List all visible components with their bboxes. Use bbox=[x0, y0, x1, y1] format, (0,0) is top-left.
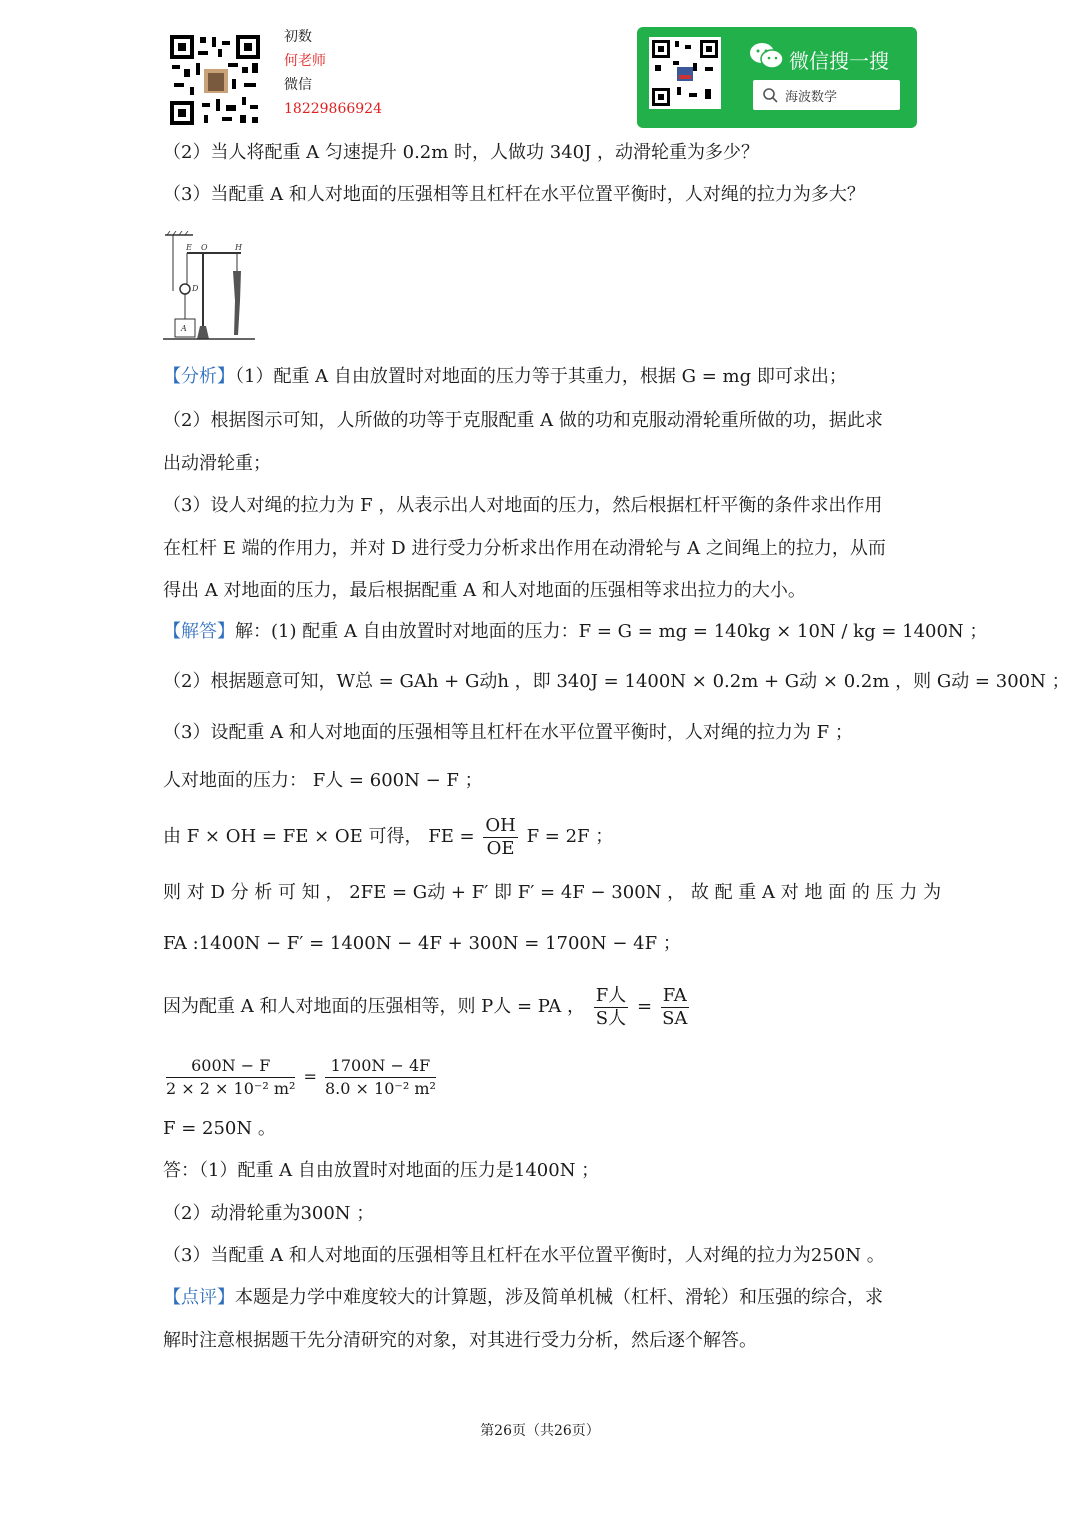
solution-line-7: FA :1400N − F′ = 1400N − 4F + 300N = 1700N − 4F ； bbox=[163, 933, 681, 954]
pulley-lever-figure bbox=[163, 231, 258, 343]
solution-line-4: 人对地面的压力： F人 = 600N − F ； bbox=[163, 770, 483, 791]
equals-sign: = bbox=[636, 996, 653, 1017]
analysis-line-4: （3）设人对绳的拉力为 F ，从表示出人对地面的压力，然后根据杠杆平衡的条件求出作用 bbox=[163, 495, 883, 516]
fraction-denominator: S人 bbox=[595, 1007, 627, 1029]
question-part-3: （3）当配重 A 和人对地面的压强相等且杠杆在水平位置平衡时，人对绳的拉力为多大？ bbox=[163, 184, 865, 205]
figure-label-h: H bbox=[235, 243, 242, 252]
answer-line-1: 答：（1）配重 A 自由放置时对地面的压力是1400N ； bbox=[163, 1160, 600, 1181]
comment-line-1 bbox=[163, 1286, 883, 1310]
fraction-denominator: 8.0 × 10⁻² m² bbox=[325, 1079, 436, 1098]
solution-line-6: 则 对 D 分 析 可 知 ， 2FE = G动 + F′ 即 F′ = 4F − 300N ， 故 配 重 A 对 地 面 的 压 力 为 bbox=[163, 882, 942, 903]
fraction-numerator: FA bbox=[662, 984, 687, 1006]
analysis-text-1: （1）配重 A 自由放置时对地面的压力等于其重力，根据 G = mg 即可求出； bbox=[235, 366, 847, 387]
answer-line-2: （2）动滑轮重为300N ； bbox=[163, 1203, 375, 1224]
fraction-numerator: F人 bbox=[595, 984, 627, 1006]
comment-tag: 【点评】 bbox=[163, 1287, 235, 1308]
wechat-logo-icon bbox=[749, 41, 785, 71]
solution-line-1 bbox=[163, 620, 987, 644]
analysis-line-3: 出动滑轮重； bbox=[163, 453, 271, 474]
wechat-search-text: 海波数学 bbox=[785, 90, 838, 105]
solution-line-5 bbox=[163, 814, 613, 860]
solution-text-8: 因为配重 A 和人对地面的压强相等，则 P人 = PA ， bbox=[163, 996, 585, 1017]
comment-line-2: 解时注意根据题干先分清研究的对象，对其进行受力分析，然后逐个解答。 bbox=[163, 1330, 757, 1351]
fraction-denominator: 2 × 2 × 10⁻² m² bbox=[166, 1079, 296, 1098]
analysis-line-2: （2）根据图示可知，人所做的功等于克服配重 A 做的功和克服动滑轮重所做的功，据此求 bbox=[163, 410, 883, 431]
analysis-line-5: 在杠杆 E 端的作用力，并对 D 进行受力分析求出作用在动滑轮与 A 之间绳上的拉力，从而 bbox=[163, 538, 886, 559]
solution-line-8 bbox=[163, 984, 692, 1030]
contact-line-2: 何老师 bbox=[284, 53, 326, 69]
wechat-qr-icon bbox=[649, 37, 721, 109]
solution-text-5b: F = 2F ； bbox=[526, 826, 614, 847]
fraction-f-person bbox=[594, 985, 629, 1030]
solution-text-5a: 由 F × OH = FE × OE 可得， FE = bbox=[163, 826, 475, 847]
fraction-right bbox=[325, 1055, 436, 1100]
figure-label-d: D bbox=[192, 284, 199, 293]
analysis-tag: 【分析】 bbox=[163, 366, 235, 387]
contact-line-3: 微信 bbox=[284, 77, 312, 93]
solution-line-3: （3）设配重 A 和人对地面的压强相等且杠杆在水平位置平衡时，人对绳的拉力为 F ； bbox=[163, 722, 853, 743]
contact-line-1: 初数 bbox=[284, 29, 312, 45]
fraction-numerator: OH bbox=[485, 814, 516, 836]
wechat-search-title: 微信搜一搜 bbox=[789, 49, 889, 73]
fraction-denominator: SA bbox=[662, 1007, 688, 1029]
analysis-line-1 bbox=[163, 365, 847, 389]
solution-text-1: 解：(1) 配重 A 自由放置时对地面的压力：F = G = mg = 140kg × 10N / kg = 1400N ； bbox=[235, 621, 988, 642]
analysis-line-6: 得出 A 对地面的压力，最后根据配重 A 和人对地面的压强相等求出拉力的大小。 bbox=[163, 580, 806, 601]
figure-label-o: O bbox=[201, 243, 208, 252]
qr-code-icon bbox=[168, 33, 262, 127]
fraction-numerator: 600N − F bbox=[166, 1055, 295, 1078]
wechat-search-input[interactable] bbox=[753, 80, 900, 110]
solution-line-2: （2）根据题意可知，W总 = GAh + G动h ，即 340J = 1400N × 0.2m + G动 × 0.2m ，则 G动 = 300N ； bbox=[163, 671, 1070, 692]
answer-line-3: （3）当配重 A 和人对地面的压强相等且杠杆在水平位置平衡时，人对绳的拉力为250N 。 bbox=[163, 1245, 885, 1266]
equals-sign: = bbox=[303, 1067, 317, 1086]
wechat-search-banner[interactable] bbox=[637, 27, 917, 128]
figure-label-e: E bbox=[186, 243, 192, 252]
fraction-f-a bbox=[661, 985, 689, 1030]
fraction-left bbox=[166, 1055, 295, 1100]
contact-phone: 18229866924 bbox=[284, 101, 382, 117]
fraction-numerator: 1700N − 4F bbox=[325, 1055, 436, 1078]
solution-line-9 bbox=[163, 1055, 439, 1100]
comment-text-1: 本题是力学中难度较大的计算题，涉及简单机械（杠杆、滑轮）和压强的综合，求 bbox=[235, 1287, 883, 1308]
solution-tag: 【解答】 bbox=[163, 621, 235, 642]
page-number: 第26页（共26页） bbox=[480, 1423, 600, 1439]
fraction-oh-oe bbox=[483, 815, 517, 860]
fraction-denominator: OE bbox=[486, 837, 515, 859]
search-icon bbox=[762, 87, 778, 103]
question-part-2: （2）当人将配重 A 匀速提升 0.2m 时，人做功 340J ，动滑轮重为多少？ bbox=[163, 142, 760, 163]
solution-line-10: F = 250N 。 bbox=[163, 1118, 276, 1139]
figure-label-a: A bbox=[181, 324, 187, 333]
